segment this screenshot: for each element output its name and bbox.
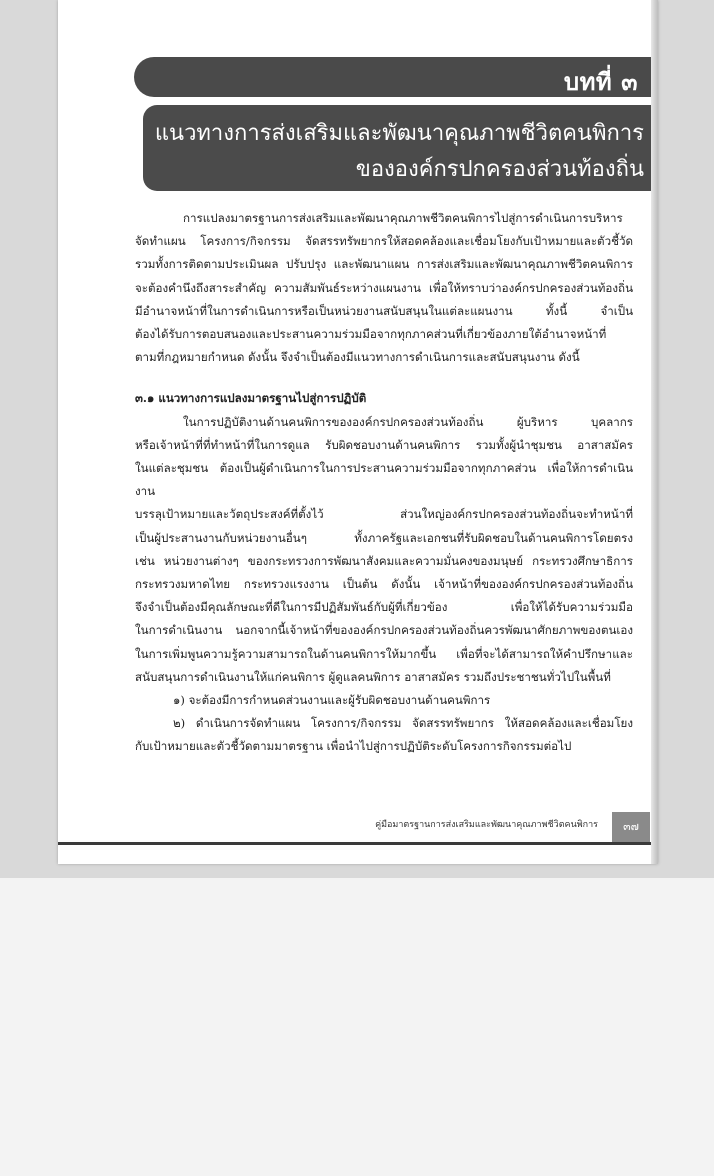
section-line: จึงจำเป็นต้องมีคุณลักษณะที่ดีในการมีปฏิสัมพันธ์กับผู้ที่เกี่ยวข้อง เพื่อให้ได้รับความร่วมมือ xyxy=(135,600,633,615)
section-line: กระทรวงมหาดไทย กระทรวงแรงงาน เป็นต้น ดังนั้น เจ้าหน้าที่ขององค์กรปกครองส่วนท้องถิ่น xyxy=(135,577,633,592)
intro-line: รวมทั้งการติดตามประเมินผล ปรับปรุง และพัฒนาแผน การส่งเสริมและพัฒนาคุณภาพชีวิตคนพิการ xyxy=(135,257,633,272)
list-item-2: ๒) ดำเนินการจัดทำแผน โครงการ/กิจกรรม จัดสรรทรัพยากร ให้สอดคล้องและเชื่อมโยง xyxy=(173,716,633,731)
intro-line: ต้องได้รับการตอบสนองและประสานความร่วมมือจากทุกภาคส่วนที่เกี่ยวข้องภายใต้อำนาจหน้าที่ xyxy=(135,327,607,342)
section-line: เช่น หน่วยงานต่างๆ ของกระทรวงการพัฒนาสังคมและความมั่นคงของมนุษย์ กระทรวงศึกษาธิการ xyxy=(135,553,633,568)
body-text xyxy=(135,207,633,759)
intro-line: ตามที่กฎหมายกำหนด ดังนั้น จึงจำเป็นต้องมีแนวทางการดำเนินการและสนับสนุนงาน ดังนี้ xyxy=(135,350,580,365)
list-item-1: ๑) จะต้องมีการกำหนดส่วนงานและผู้รับผิดชอบงานด้านคนพิการ xyxy=(173,693,491,708)
footer-book-title: คู่มือมาตรฐานการส่งเสริมและพัฒนาคุณภาพชีวิตคนพิการ xyxy=(375,820,598,830)
footer-rule xyxy=(58,842,658,845)
section-line: ในการเพิ่มพูนความรู้ความสามารถในด้านคนพิการให้มากขึ้น เพื่อที่จะได้สามารถให้คำปรึกษาและ xyxy=(135,646,633,661)
list-item-2-continued: กับเป้าหมายและตัวชี้วัดตามมาตรฐาน เพื่อนำไปสู่การปฏิบัติระดับโครงการกิจกรรมต่อไป xyxy=(135,739,572,754)
chapter-title-box xyxy=(143,105,658,191)
chapter-label: บทที่ ๓ xyxy=(563,68,638,96)
section-line: บรรลุเป้าหมายและวัตถุประสงค์ที่ตั้งไว้ ส่วนใหญ่องค์กรปกครองส่วนท้องถิ่นจะทำหน้าที่ xyxy=(135,507,633,522)
page-edge-shadow xyxy=(651,0,658,864)
section-line: ในการดำเนินงาน นอกจากนี้เจ้าหน้าที่ขององค์กรปกครองส่วนท้องถิ่นควรพัฒนาศักยภาพของตนเอง xyxy=(135,623,633,638)
intro-line: มีอำนาจหน้าที่ในการดำเนินการหรือเป็นหน่วยงานสนับสนุนในแต่ละแผนงาน ทั้งนี้ จำเป็น xyxy=(135,303,633,318)
section-heading: ๓.๑ แนวทางการแปลงมาตรฐานไปสู่การปฏิบัติ xyxy=(135,391,367,406)
chapter-title-line-2: ขององค์กรปกครองส่วนท้องถิ่น xyxy=(355,157,644,182)
section-line: ในแต่ละชุมชน ต้องเป็นผู้ดำเนินการในการประสานความร่วมมือจากทุกภาคส่วน เพื่อให้การดำเนินงาน xyxy=(135,461,633,499)
chapter-banner xyxy=(134,57,658,97)
section-line: เป็นผู้ประสานงานกับหน่วยงานอื่นๆ ทั้งภาครัฐและเอกชนที่รับผิดชอบในด้านคนพิการโดยตรง xyxy=(135,530,633,545)
section-line: สนับสนุนการดำเนินงานให้แก่คนพิการ ผู้ดูแลคนพิการ อาสาสมัคร รวมถึงประชาชนทั่วไปในพื้นที่ xyxy=(135,669,611,684)
page-number: ๓๗ xyxy=(612,812,650,842)
section-line: ในการปฏิบัติงานด้านคนพิการขององค์กรปกครองส่วนท้องถิ่น ผู้บริหาร บุคลากร xyxy=(183,414,633,429)
intro-line: จัดทำแผน โครงการ/กิจกรรม จัดสรรทรัพยากรให้สอดคล้องและเชื่อมโยงกับเป้าหมายและตัวชี้วัด xyxy=(135,234,633,249)
chapter-title-line-1: แนวทางการส่งเสริมและพัฒนาคุณภาพชีวิตคนพิการ xyxy=(154,121,644,146)
intro-line: จะต้องคำนึงถึงสาระสำคัญ ความสัมพันธ์ระหว่างแผนงาน เพื่อให้ทราบว่าองค์กรปกครองส่วนท้องถิ่น xyxy=(135,280,633,295)
intro-line: การแปลงมาตรฐานการส่งเสริมและพัฒนาคุณภาพชีวิตคนพิการไปสู่การดำเนินการบริหาร xyxy=(183,211,623,225)
section-line: หรือเจ้าหน้าที่ที่ทำหน้าที่ในการดูแล รับผิดชอบงานด้านคนพิการ รวมทั้งผู้นำชุมชน อาสาสมัคร xyxy=(135,437,633,452)
book-page xyxy=(58,0,658,864)
